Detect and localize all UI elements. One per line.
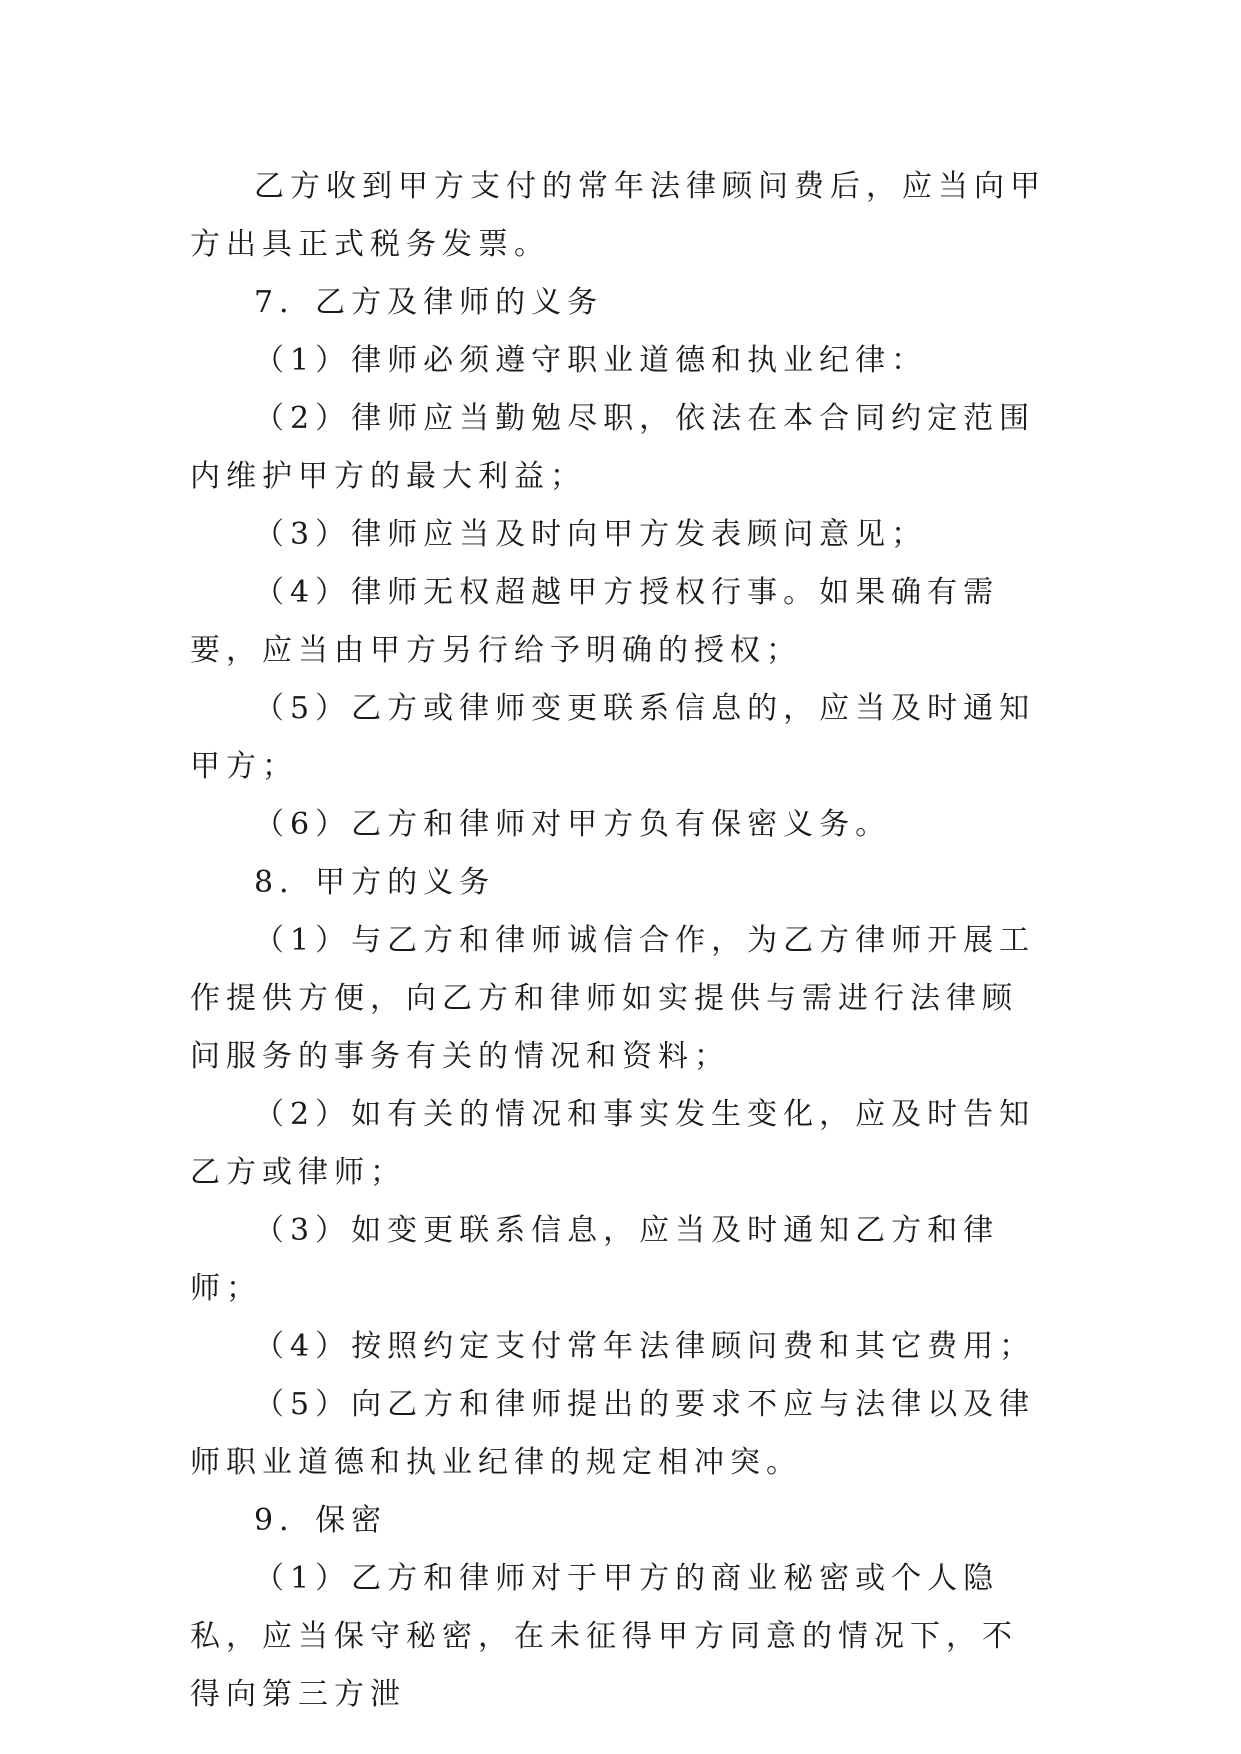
paragraph-8-2: （2）如有关的情况和事实发生变化，应及时告知乙方或律师；	[190, 1097, 1036, 1190]
paragraph-8-1: （1）与乙方和律师诚信合作，为乙方律师开展工作提供方便，向乙方和律师如实提供与需进行法律顾问服务的事务有关的情况和资料；	[190, 923, 1036, 1074]
section-heading-9: 9．保密	[254, 1503, 388, 1538]
paragraph-8-5: （5）向乙方和律师提出的要求不应与法律以及律师职业道德和执业纪律的规定相冲突。	[190, 1387, 1036, 1480]
paragraph-8-3: （3）如变更联系信息，应当及时通知乙方和律师；	[190, 1213, 1000, 1306]
document-body	[190, 158, 1050, 1724]
paragraph-7-3: （3）律师应当及时向甲方发表顾问意见；	[254, 517, 928, 552]
paragraph-invoice: 乙方收到甲方支付的常年法律顾问费后，应当向甲方出具正式税务发票。	[190, 169, 1046, 262]
section-heading-7: 7．乙方及律师的义务	[254, 285, 604, 320]
paragraph-7-2: （2）律师应当勤勉尽职，依法在本合同约定范围内维护甲方的最大利益；	[190, 401, 1036, 494]
section-heading-8: 8．甲方的义务	[254, 865, 496, 900]
paragraph-8-4: （4）按照约定支付常年法律顾问费和其它费用；	[254, 1329, 1036, 1364]
paragraph-7-6: （6）乙方和律师对甲方负有保密义务。	[254, 807, 892, 842]
paragraph-7-5: （5）乙方或律师变更联系信息的，应当及时通知甲方；	[190, 691, 1036, 784]
paragraph-9-1: （1）乙方和律师对于甲方的商业秘密或个人隐私，应当保守秘密，在未征得甲方同意的情况下，不得向第三方泄	[190, 1561, 1018, 1712]
paragraph-7-1: （1）律师必须遵守职业道德和执业纪律：	[254, 343, 928, 378]
paragraph-7-4: （4）律师无权超越甲方授权行事。如果确有需要，应当由甲方另行给予明确的授权；	[190, 575, 1000, 668]
